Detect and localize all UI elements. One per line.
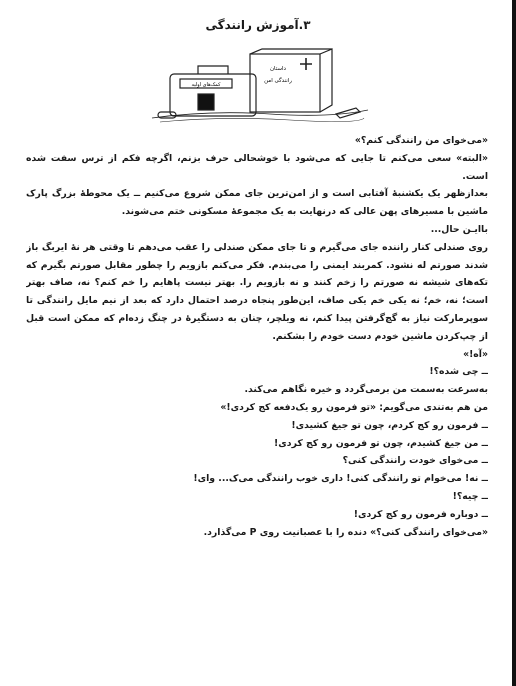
paragraph: ــ چی شده؟! — [429, 366, 488, 378]
chapter-title: ۳.آموزش رانندگی — [205, 18, 311, 32]
box-label-1: داستان — [270, 66, 286, 72]
paragraph: روی صندلی کنار راننده جای می‌گیرم و تا جای ممکن صندلی را عقب می‌دهم تا وقتی هر نهٔ ایربگ باز شدند صورتم له نشود. کمربند ایمنی را می‌بندم. فکر می‌کنم بازویم را چطور مقابل صورتم بگیرم که تکه‌های شیشه نه صورتم را زخم کنند و نه بازویم را. بهتر نیست پاهایم را خم کنم؟ نه، صاف بهتر است؛ نه، خم؛ نه یکی خم یکی صاف، این‌طور پنجاه درصد احتمال دارد که بعد از نیم مایل رانندگی تا سوپرمارکت نیاز به گچ‌گرفتن پیدا کنم، نه ویلچر، چنان به دستگیرهٔ در چنگ زده‌ام که ممکن است قبل از چپ‌کردن ماشین خودم دست خودم را بشکنم. — [26, 241, 488, 342]
paragraph: «البته» سعی می‌کنم تا جایی که می‌شود با خوشحالی حرف بزنم، اگرچه فکم از ترس سفت شده است. — [26, 152, 488, 182]
paragraph: بعدازظهر یک یکشنبهٔ آفتابی است و از امن‌ترین جای ممکن شروع می‌کنیم ــ یک محوطهٔ بزرگ پارک ماشین با مسیرهای پهن عالی که درنهایت به یک مجموعهٔ مسکونی ختم می‌شوند. — [26, 188, 488, 218]
kit-label: کمک‌های اولیه — [191, 82, 221, 88]
body-text — [26, 132, 488, 541]
paragraph: ــ چیه؟! — [452, 490, 488, 502]
paragraph: «می‌خوای من رانندگی کنم؟» — [354, 135, 488, 146]
paragraph: «می‌خوای رانندگی کنی؟» دنده را با عصبانیت روی P می‌گذارد. — [203, 526, 488, 538]
paragraph: «آه!» — [463, 348, 488, 360]
paragraph: ــ من جیغ کشیدم، چون تو فرمون رو کج کردی! — [274, 437, 488, 449]
paragraph: ــ نه! می‌خوام تو رانندگی کنی! داری خوب رانندگی می‌ک... وای! — [193, 473, 488, 485]
box-label-2: رانندگی امن — [264, 78, 292, 84]
paragraph: ــ می‌خوای خودت رانندگی کنی؟ — [342, 455, 488, 467]
page-edge-border — [512, 0, 516, 686]
first-aid-kit-illustration — [150, 48, 370, 126]
paragraph: باایـن حال... — [430, 223, 488, 235]
paragraph: به‌سرعت به‌سمت من برمی‌گردد و خیره نگاهم می‌کند. — [244, 384, 488, 396]
paragraph: من هم به‌تندی می‌گویم: «تو فرمون رو یک‌دفعه کج کردی!» — [220, 401, 488, 413]
paragraph: ــ فرمون رو کج کردم، چون تو جیغ کشیدی! — [291, 419, 488, 431]
paragraph: ــ دوباره فرمون رو کج کردی! — [353, 508, 488, 520]
